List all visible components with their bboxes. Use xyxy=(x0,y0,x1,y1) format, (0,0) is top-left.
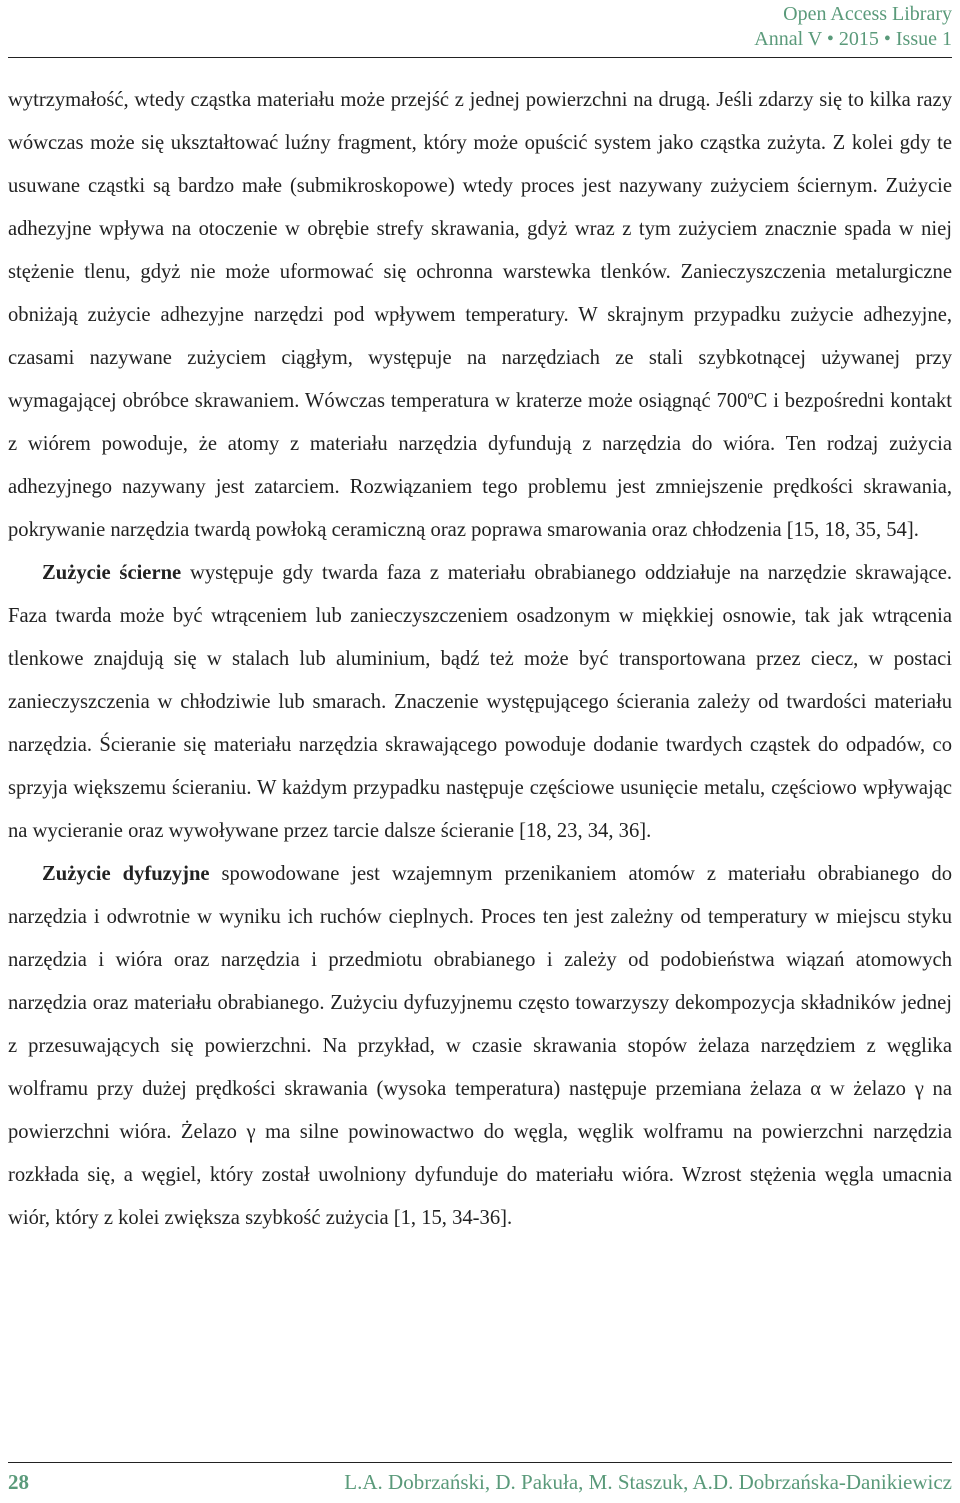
header-divider xyxy=(8,57,952,58)
footer-divider xyxy=(8,1462,952,1463)
paragraph-text: spowodowane jest wzajemnym przenikaniem atomów z materiału obrabianego do narzędzia i odwrotnie w wyniku ich ruchów cieplnych. Proces ten jest zależny od temperatury w miejscu styku narzędzia i wióra oraz narzędzia i przedmiotu obrabianego i zależy od podobieństwa wiązań atomowych narzędzia oraz materiału obrabianego. Zużyciu dyfuzyjnemu często towarzyszy dekompozycja składników jednej z przesuwających się powierzchni. Na przykład, w czasie skrawania stopów żelaza narzędziem z węglika wolframu przy dużej prędkości skrawania (wysoka temperatura) następuje przemiana żelaza α w żelazo γ na powierzchni wióra. Żelazo γ ma silne powinowactwo do węgla, węglik wolframu na powierzchni narzędzia rozkłada się, a węgiel, który został uwolniony dyfunduje do materiału wióra. Wzrost stężenia węgla umacnia wiór, który z kolei zwiększa szybkość zużycia [1, 15, 34-36]. xyxy=(8,863,952,1229)
paragraph-diffusion-wear xyxy=(8,853,952,1240)
paragraph-adhesive-wear xyxy=(8,79,952,552)
page-header xyxy=(754,2,952,52)
article-body xyxy=(8,79,952,1240)
paragraph-text: wytrzymałość, wtedy cząstka materiału może przejść z jednej powierzchni na drugą. Jeśli zdarzy się to kilka razy wówczas może się ukształtować luźny fragment, który może opuścić system jako cząstka zużyta. Z kolei gdy te usuwane cząstki są bardzo małe (submikroskopowe) wtedy proces jest nazywany zużyciem ściernym. Zużycie adhezyjne wpływa na otoczenie w obrębie strefy skrawania, gdyż wraz z tym zużyciem znacznie spada w niej stężenie tlenu, gdyż nie może uformować się ochronna warstewka tlenków. Zanieczyszczenia metalurgiczne obniżają zużycie adhezyjne narzędzi pod wpływem temperatury. W skrajnym przypadku zużycie adhezyjne, czasami nazywane zużyciem ciągłym, występuje na narzędziach ze stali szybkotnącej używanej przy wymagającej obróbce skrawaniem. Wówczas temperatura w kraterze może osiągnąć 700 xyxy=(8,89,952,412)
section-term: Zużycie dyfuzyjne xyxy=(42,863,210,885)
paragraph-text-continued: C i bezpośredni kontakt z wiórem powoduje, że atomy z materiału narzędzia dyfundują z narzędzia do wióra. Ten rodzaj zużycia adhezyjnego nazywany jest zatarciem. Rozwiązaniem tego problemu jest zmniejszenie prędkości skrawania, pokrywanie narzędzia twardą powłoką ceramiczną oraz poprawa smarowania oraz chłodzenia [15, 18, 35, 54]. xyxy=(8,390,952,541)
paragraph-abrasive-wear xyxy=(8,552,952,853)
page-number: 28 xyxy=(8,1470,29,1494)
issue-info: Annal V • 2015 • Issue 1 xyxy=(754,28,952,50)
footer-authors: L.A. Dobrzański, D. Pakuła, M. Staszuk, A.D. Dobrzańska-Danikiewicz xyxy=(344,1470,952,1494)
page-footer xyxy=(8,1468,952,1496)
section-term: Zużycie ścierne xyxy=(42,562,182,584)
journal-name: Open Access Library xyxy=(783,3,952,25)
degree-superscript: o xyxy=(747,387,754,402)
paragraph-text: występuje gdy twarda faza z materiału obrabianego oddziałuje na narzędzie skrawające. Faza twarda może być wtrąceniem lub zanieczyszczeniem osadzonym w miękkiej osnowie, tak jak wtrącenia tlenkowe znajdują się w stalach lub aluminium, bądź też może być transportowana przez ciecz, w postaci zanieczyszczenia w chłodziwie lub smarach. Znaczenie występującego ścierania zależy od twardości materiału narzędzia. Ścieranie się materiału narzędzia skrawającego powoduje dodanie twardych cząstek do odpadów, co sprzyja większemu ścieraniu. W każdym przypadku następuje częściowe usunięcie metalu, częściowo wpływając na wycieranie oraz wywoływane przez tarcie dalsze ścieranie [18, 23, 34, 36]. xyxy=(8,562,953,842)
